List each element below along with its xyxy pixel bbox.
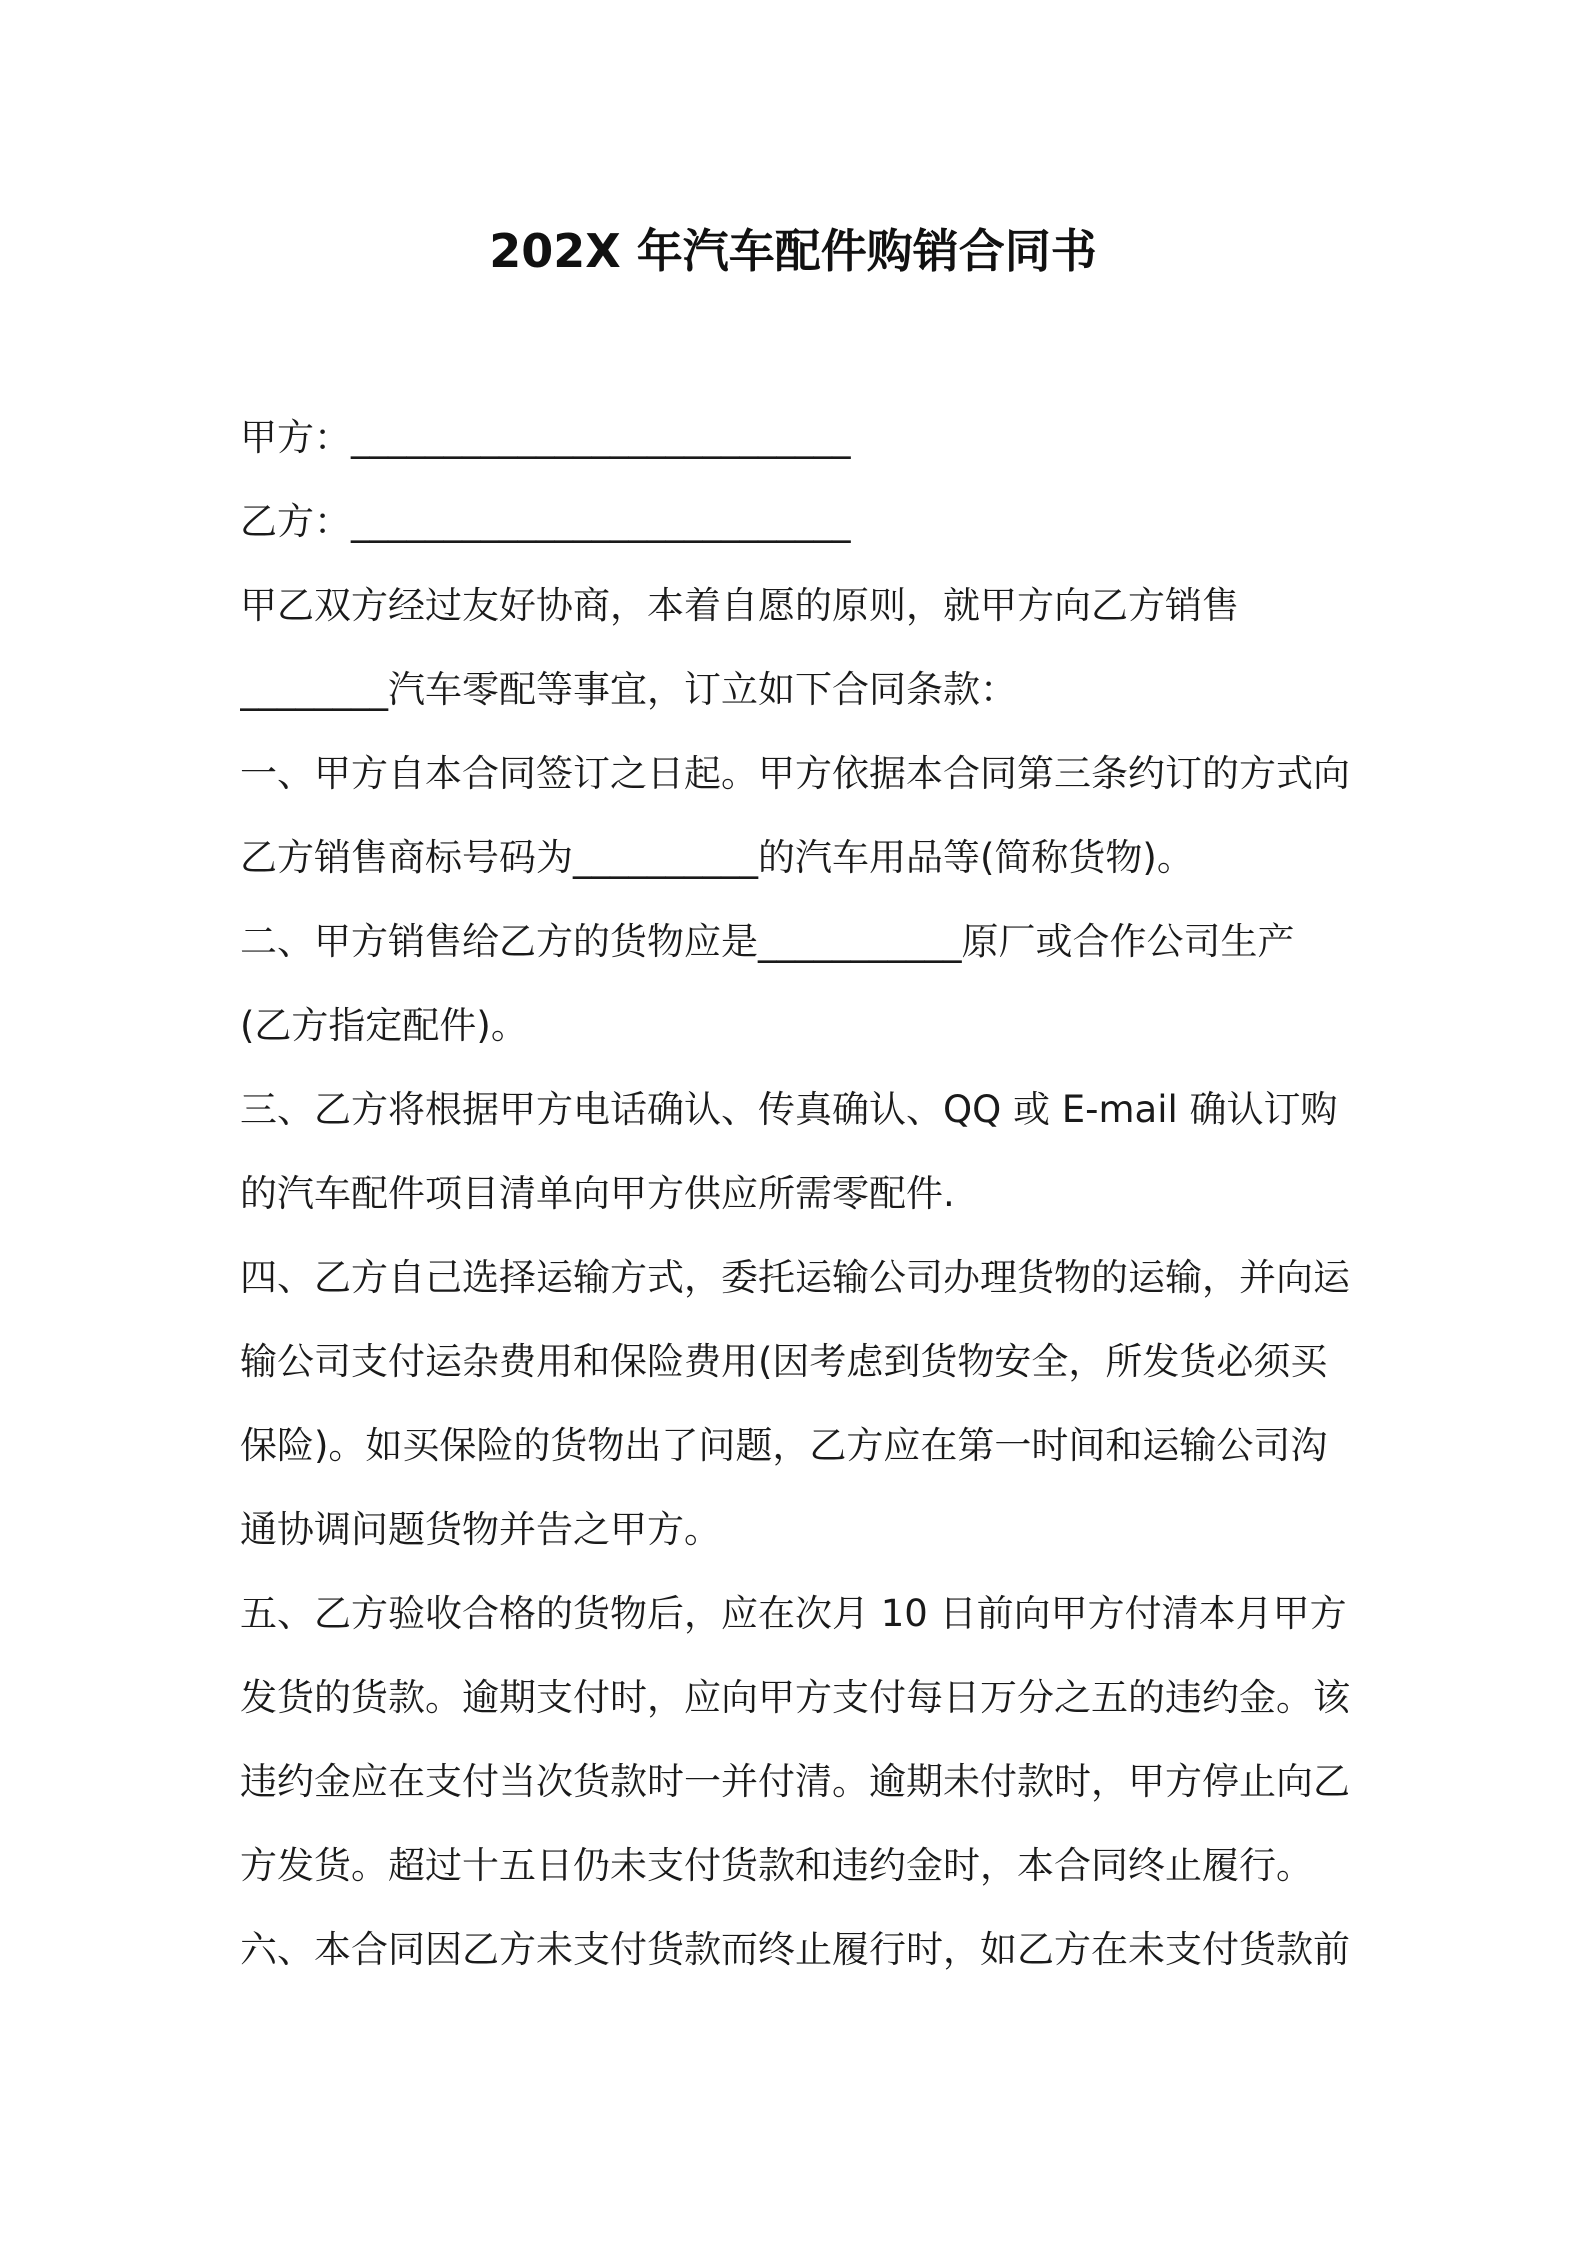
clause-5-line-2: 发货的货款。逾期支付时，应向甲方支付每日万分之五的违约金。该 — [240, 1676, 1350, 1719]
clause-5-line-4: 方发货。超过十五日仍未支付货款和违约金时，本合同终止履行。 — [240, 1844, 1313, 1887]
clause-1-line-1: 一、甲方自本合同签订之日起。甲方依据本合同第三条约订的方式向 — [240, 752, 1350, 795]
party-a-line: 甲方：___________________________ — [240, 416, 851, 459]
preamble-line-2: ________汽车零配等事宜，订立如下合同条款： — [240, 668, 1017, 711]
clause-1-line-2: 乙方销售商标号码为__________的汽车用品等(简称货物)。 — [240, 836, 1194, 879]
clause-2-line-2: (乙方指定配件)。 — [240, 1004, 528, 1047]
clause-4-line-1: 四、乙方自己选择运输方式，委托运输公司办理货物的运输，并向运 — [240, 1256, 1350, 1299]
clause-6-line-1: 六、本合同因乙方未支付货款而终止履行时，如乙方在未支付货款前 — [240, 1928, 1350, 1971]
party-b-line: 乙方：___________________________ — [240, 500, 851, 543]
clause-4-line-2: 输公司支付运杂费用和保险费用(因考虑到货物安全，所发货必须买 — [240, 1340, 1328, 1383]
document-title: 202X 年汽车配件购销合同书 — [489, 224, 1097, 278]
clause-3-line-1: 三、乙方将根据甲方电话确认、传真确认、QQ 或 E-mail 确认订购 — [240, 1088, 1338, 1131]
clause-5-line-1: 五、乙方验收合格的货物后，应在次月 10 日前向甲方付清本月甲方 — [240, 1592, 1347, 1635]
clause-4-line-4: 通协调问题货物并告之甲方。 — [240, 1508, 721, 1551]
clause-5-line-3: 违约金应在支付当次货款时一并付清。逾期未付款时，甲方停止向乙 — [240, 1760, 1350, 1803]
clause-4-line-3: 保险)。如买保险的货物出了问题，乙方应在第一时间和运输公司沟 — [240, 1424, 1328, 1467]
preamble-line-1: 甲乙双方经过友好协商，本着自愿的原则，就甲方向乙方销售 — [240, 584, 1239, 627]
clause-3-line-2: 的汽车配件项目清单向甲方供应所需零配件. — [240, 1172, 955, 1215]
clause-2-line-1: 二、甲方销售给乙方的货物应是___________原厂或合作公司生产 — [240, 920, 1295, 963]
